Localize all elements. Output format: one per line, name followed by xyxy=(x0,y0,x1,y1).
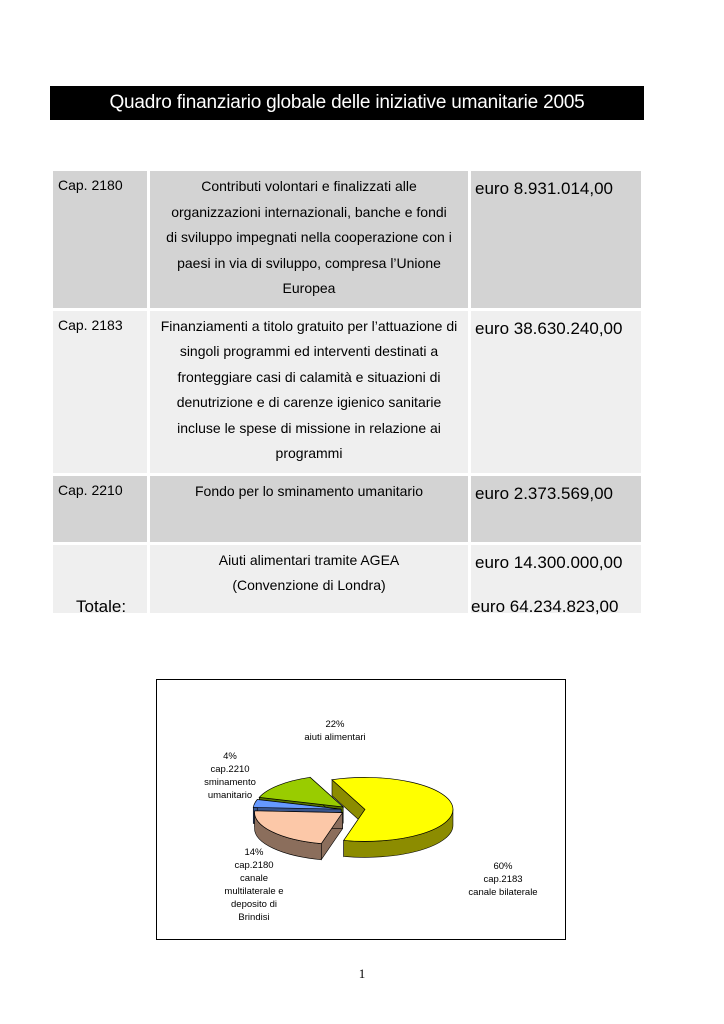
description-line: Europea xyxy=(282,280,336,296)
slice-name-line: multilaterale e xyxy=(224,886,284,897)
description-line: paesi in via di sviluppo, compresa l’Unione xyxy=(177,254,441,271)
description-line: singoli programmi ed interventi destinati a xyxy=(179,343,439,359)
page-title: Quadro finanziario globale delle iniziative umanitarie 2005 xyxy=(50,86,644,120)
description-line: denutrizione e di carenze igienico sanitarie xyxy=(176,394,442,410)
slice-name-line: canale bilaterale xyxy=(468,887,538,898)
description-cell xyxy=(150,545,468,613)
financial-table xyxy=(50,168,644,616)
slice-name-line: deposito di xyxy=(231,899,277,910)
table-row xyxy=(53,311,641,473)
description-line: Fondo per lo sminamento umanitario xyxy=(194,482,423,499)
description-line: organizzazioni internazionali, banche e fondi xyxy=(171,203,447,220)
slice-percent: 60% xyxy=(493,861,513,872)
slice-percent: 4% xyxy=(223,751,237,762)
description-line: incluse le spese di missione in relazione ai xyxy=(177,419,441,436)
slice-name-line: canale xyxy=(240,873,268,884)
slice-label-multilateral xyxy=(209,846,299,924)
slice-name-line: Brindisi xyxy=(238,912,270,923)
cap-cell: Cap. 2210 xyxy=(53,476,147,542)
slice-name-line: cap.2210 xyxy=(210,764,250,775)
slice-name-line: umanitario xyxy=(207,790,253,801)
slice-name-line: sminamento xyxy=(204,777,256,788)
description-cell xyxy=(150,476,468,542)
amount-cell: euro 38.630.240,00 xyxy=(471,311,641,473)
total-value: euro 64.234.823,00 xyxy=(471,597,619,616)
pie-chart xyxy=(156,679,566,940)
description-line: fronteggiare casi di calamità e situazioni di xyxy=(177,368,441,385)
slice-percent: 14% xyxy=(244,847,264,858)
slice-percent: 22% xyxy=(325,719,345,730)
table-row xyxy=(53,171,641,308)
total-label: Totale: xyxy=(76,597,127,616)
cap-cell: Cap. 2183 xyxy=(53,311,147,473)
slice-label-bilateral xyxy=(453,860,553,899)
description-cell xyxy=(150,171,468,308)
amount-cell: euro 8.931.014,00 xyxy=(471,171,641,308)
table-row xyxy=(53,476,641,542)
slice-label-food-aid xyxy=(285,718,385,744)
description-line: Contributi volontari e finalizzati alle xyxy=(201,178,417,194)
page-number: 1 xyxy=(358,966,366,981)
cap-cell: Cap. 2180 xyxy=(53,171,147,308)
description-line: Finanziamenti a titolo gratuito per l’attuazione di xyxy=(160,317,458,334)
description-line: di sviluppo impegnati nella cooperazione con i xyxy=(166,229,452,245)
amount-cell: euro 14.300.000,00 xyxy=(471,545,641,613)
description-line: (Convenzione di Londra) xyxy=(232,577,386,593)
description-line: Aiuti alimentari tramite AGEA xyxy=(218,551,400,568)
amount-cell: euro 2.373.569,00 xyxy=(471,476,641,542)
slice-label-demining xyxy=(185,750,275,802)
description-cell xyxy=(150,311,468,473)
slice-name-line: cap.2180 xyxy=(234,860,274,871)
slice-name-line: aiuti alimentari xyxy=(304,732,366,743)
slice-name-line: cap.2183 xyxy=(483,874,523,885)
description-line: programmi xyxy=(275,445,343,461)
